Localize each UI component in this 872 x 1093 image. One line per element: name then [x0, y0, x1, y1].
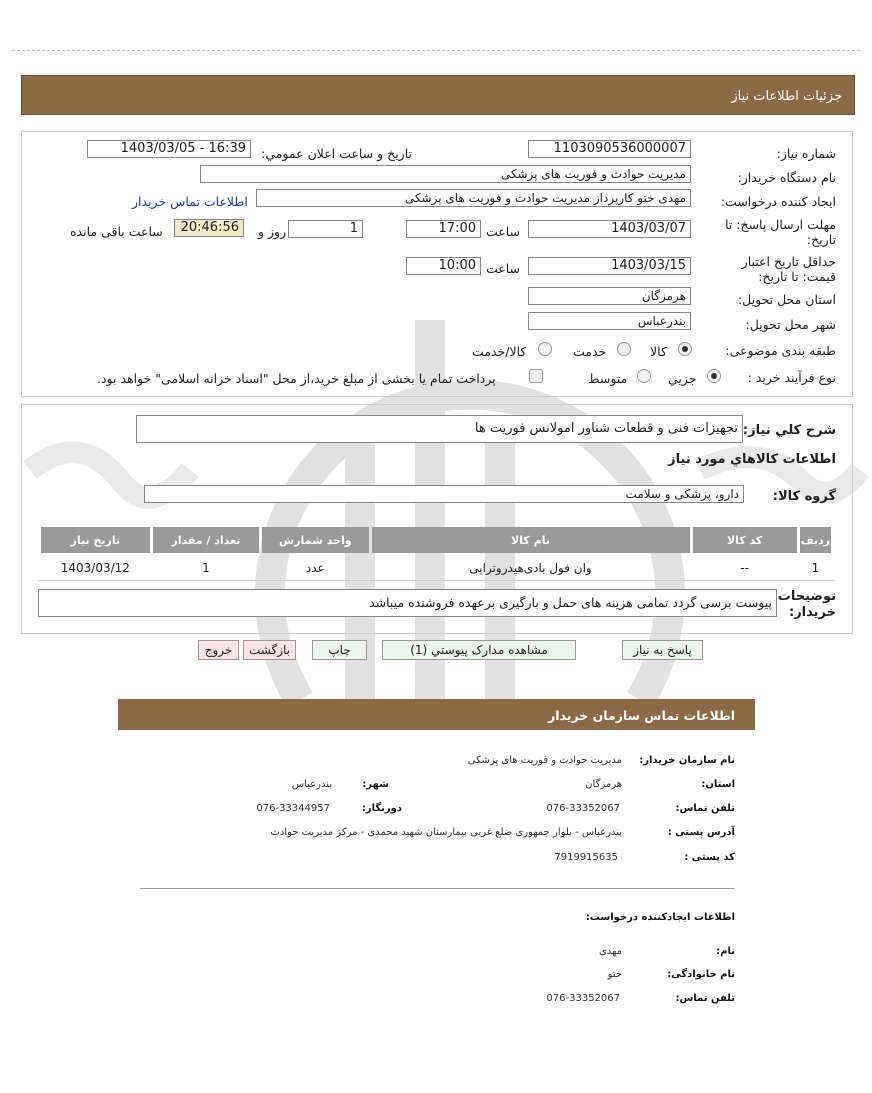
process-radio-minor[interactable]: [707, 369, 721, 383]
category-goods-label: کالا: [650, 344, 667, 359]
attachments-button[interactable]: مشاهده مدارک پیوستي (1): [382, 640, 576, 660]
process-medium-label: متوسط: [588, 371, 628, 386]
cell-name: وان فول بادی‌هیدروتراپی: [469, 561, 592, 575]
req-phone-value: 076-33352067: [546, 993, 620, 1004]
col-qty: تعداد / مقدار: [153, 527, 259, 553]
process-minor-label: جزیي: [668, 371, 697, 386]
col-date: تاریخ نیاز: [41, 527, 150, 553]
validity-time-label: ساعت: [486, 261, 521, 276]
table-row: [41, 553, 831, 583]
desc-field: تجهیزات فنی و قطعات شناور امولانس فوریت ها: [136, 415, 743, 443]
group-field: دارو، پزشکی و سلامت: [144, 485, 744, 503]
col-name: نام کالا: [372, 527, 690, 553]
category-radio-goods[interactable]: [678, 342, 692, 356]
category-label: طبقه بندی موضوعی:: [725, 343, 836, 358]
col-code: کد کالا: [693, 527, 797, 553]
exit-button[interactable]: خروج: [198, 640, 239, 660]
deadline-date-field: 1403/03/07: [528, 220, 691, 238]
page-header: [21, 75, 855, 115]
deadline-time-label: ساعت: [486, 224, 521, 239]
address-value: بندرعباس - بلوار جمهوری ضلع غربی بیمارستان شهید محمدی - مرکز مدیریت حوادث: [270, 827, 622, 838]
contact-header: [118, 699, 755, 730]
postal-value: 7919915635: [554, 852, 618, 863]
buyer-notes-field: پیوست برسی گردد تمامی هزینه های حمل و بارگیری برعهده فروشنده میباشد: [38, 589, 777, 617]
treasury-checkbox[interactable]: [529, 369, 543, 383]
cell-code: --: [740, 561, 749, 575]
validity-time-field: 10:00: [406, 257, 481, 275]
contact-province-label: استان:: [701, 779, 735, 790]
remaining-label: ساعت باقی مانده: [70, 224, 163, 239]
need-number-label: شماره نیاز:: [776, 146, 836, 161]
table-bottom-border: [38, 580, 835, 581]
group-label: گروه کالا:: [772, 489, 836, 504]
city-label: شهر محل تحویل:: [745, 317, 836, 332]
announce-field: 1403/03/05 - 16:39: [87, 140, 251, 158]
org-name-value: مدیریت حوادث و فوریت های پزشکی: [467, 755, 622, 766]
top-divider: [12, 50, 860, 51]
announce-label: تاریخ و ساعت اعلان عمومي:: [261, 146, 412, 161]
reply-button[interactable]: پاسخ به نیاز: [622, 640, 703, 660]
page-title: جزئیات اطلاعات نیاز: [731, 89, 842, 104]
goods-info-title: اطلاعات کالاهاي مورد نیاز: [668, 452, 836, 467]
validity-label: حداقل تاریخ اعتبار قیمت: تا تاریخ:: [741, 254, 836, 284]
deadline-label: مهلت ارسال پاسخ: تا تاریخ:: [725, 217, 836, 247]
contact-city-label: شهر:: [362, 779, 389, 790]
back-button[interactable]: بازگشت: [243, 640, 296, 660]
fax-value: 076-33344957: [256, 803, 330, 814]
cell-date: 1403/03/12: [60, 561, 130, 575]
deadline-time-field: 17:00: [406, 220, 481, 238]
cell-unit: عدد: [305, 561, 325, 575]
category-service-label: خدمت: [573, 344, 607, 359]
org-name-label: نام سازمان خریدار:: [639, 755, 735, 766]
phone-value: 076-33352067: [546, 803, 620, 814]
category-both-label: کالا/خدمت: [472, 344, 527, 359]
first-name-label: نام:: [716, 946, 735, 957]
req-phone-label: تلفن تماس:: [675, 993, 735, 1004]
last-name-label: نام خانوادگی:: [667, 969, 735, 980]
col-row: ردیف: [800, 527, 831, 553]
province-field: هرمزگان: [528, 287, 691, 305]
contact-buyer-link[interactable]: اطلاعات تماس خریدار: [132, 194, 248, 209]
cell-qty: 1: [202, 561, 210, 575]
validity-date-field: 1403/03/15: [528, 257, 691, 275]
process-radio-medium[interactable]: [637, 369, 651, 383]
creator-field: مهدی ختو کارپرداز مدیریت حوادث و فوریت های پزشکی: [256, 189, 691, 207]
goods-table-header: [41, 527, 831, 553]
days-field: 1: [288, 220, 363, 238]
cell-row: 1: [811, 561, 820, 575]
remaining-time-field: 20:46:56: [174, 219, 244, 237]
phone-label: تلفن تماس:: [675, 803, 735, 814]
buyer-notes-label: توضیحات خریدار:: [777, 589, 836, 620]
fax-label: دورنگار:: [361, 803, 402, 814]
need-number-field: 1103090536000007: [528, 140, 691, 158]
treasury-note: پرداخت تمام یا بخشی از مبلغ خرید،از محل "اسناد خزانه اسلامی" خواهد بود.: [97, 371, 496, 386]
desc-label: شرح کلي نیاز:: [742, 423, 836, 438]
postal-label: کد پستی :: [684, 852, 735, 863]
requester-title: اطلاعات ایجادکننده درخواست:: [585, 912, 735, 923]
process-label: نوع فرآیند خرید :: [747, 370, 836, 385]
creator-label: ایجاد کننده درخواست:: [720, 194, 836, 209]
buyer-org-label: نام دستگاه خریدار:: [737, 170, 836, 185]
contact-divider: [140, 888, 734, 889]
goods-table: [38, 527, 834, 583]
buyer-org-field: مدیریت حوادث و فوریت های پزشکی: [200, 165, 691, 183]
contact-city-value: بندرعباس: [291, 779, 332, 790]
last-name-value: ختو: [607, 969, 622, 980]
contact-province-value: هرمزگان: [585, 779, 622, 790]
category-radio-both[interactable]: [538, 342, 552, 356]
first-name-value: مهدی: [598, 946, 622, 957]
city-field: بندرعباس: [528, 312, 691, 330]
category-radio-service[interactable]: [617, 342, 631, 356]
days-label: روز و: [258, 224, 287, 239]
contact-title: اطلاعات تماس سازمان خریدار: [548, 708, 735, 723]
col-unit: واحد شمارش: [262, 527, 368, 553]
print-button[interactable]: چاپ: [312, 640, 367, 660]
address-label: آدرس پستی :: [667, 827, 735, 838]
province-label: استان محل تحویل:: [737, 292, 836, 307]
